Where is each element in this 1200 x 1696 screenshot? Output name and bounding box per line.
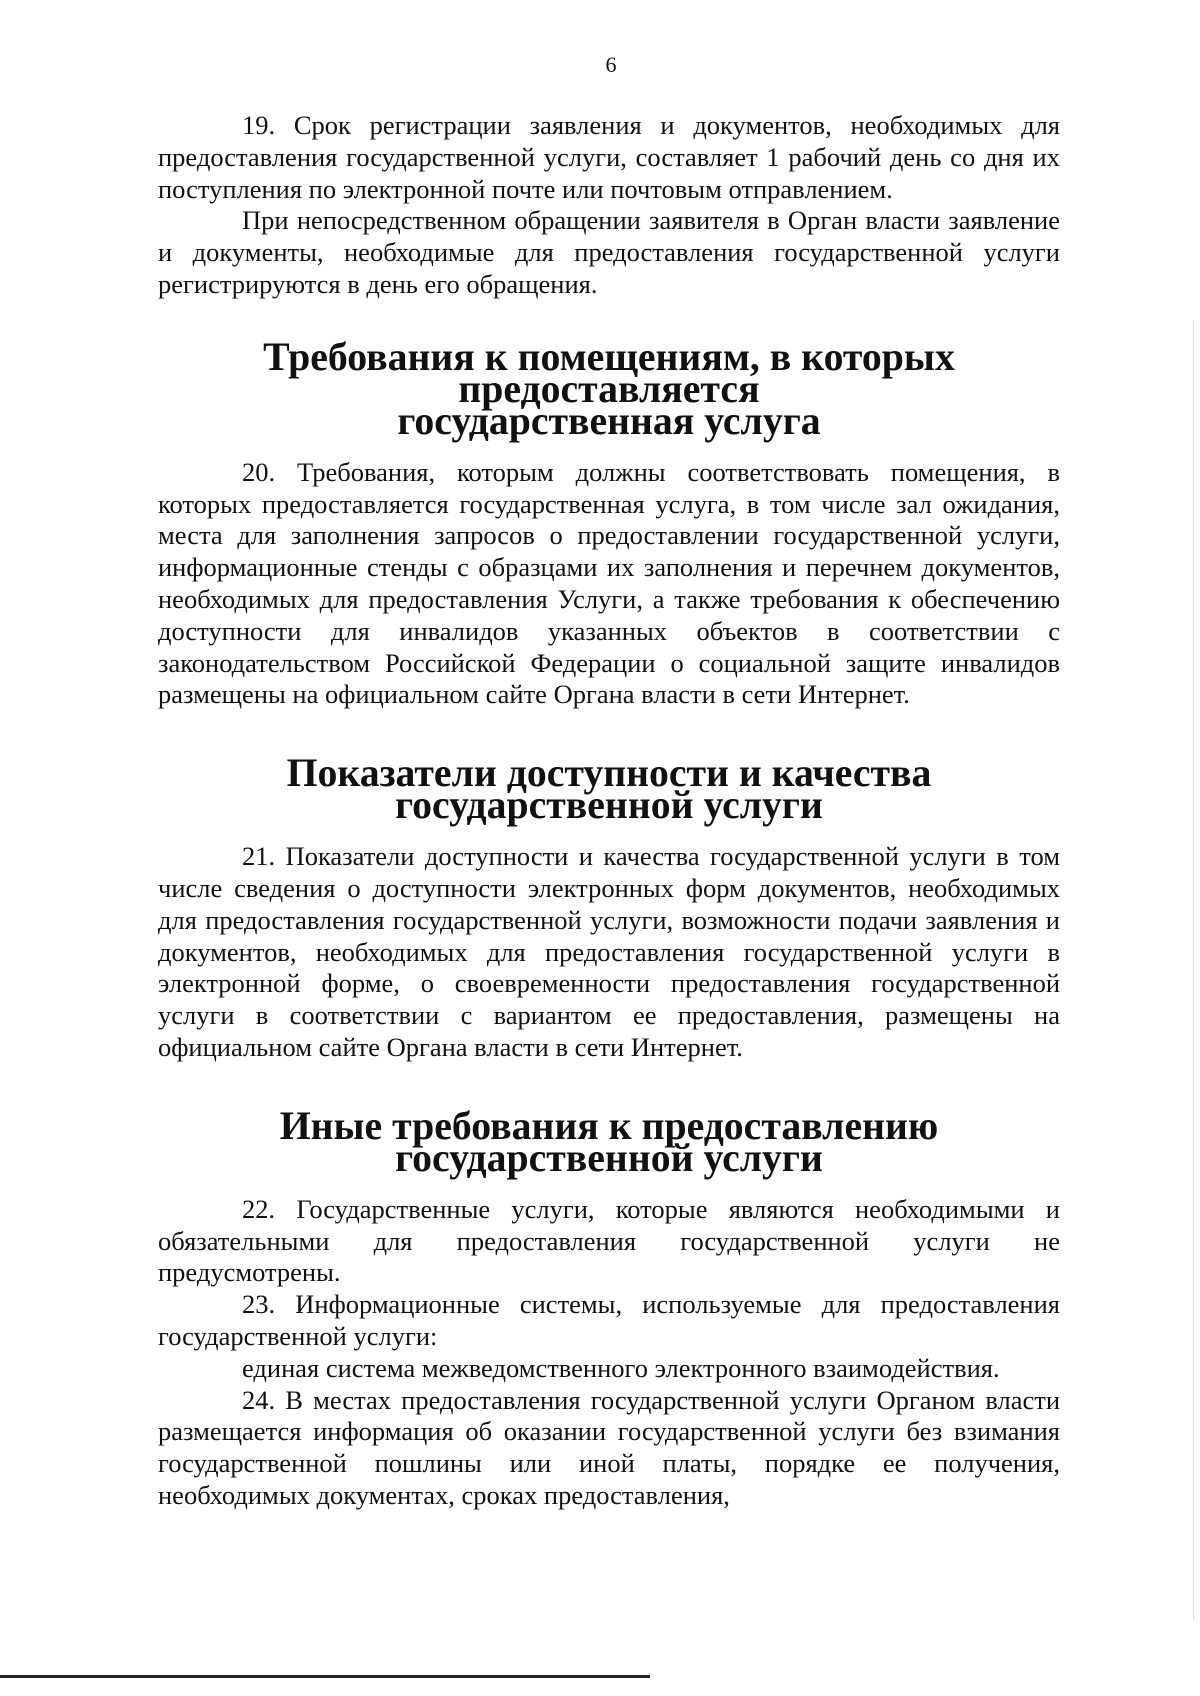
heading-line: Иные требования к предоставлению государственной услуги [279, 1103, 939, 1180]
paragraph-22: 22. Государственные услуги, которые являются необходимыми и обязательными для предоставления государственной услуги не предусмотрены. [158, 1193, 1060, 1288]
paragraph-23-item: единая система межведомственного электронного взаимодействия. [242, 1352, 1000, 1383]
paragraph-19-continued: При непосредственном обращении заявителя в Орган власти заявление и документы, необходимые для предоставления государственной услуги регистрируются в день его обращения. [158, 205, 1060, 299]
paragraph-23: 23. Информационные системы, используемые для предоставления государственной услуги: [158, 1289, 1060, 1351]
scan-edge-shadow [1193, 320, 1194, 1620]
heading-accessibility-indicators [158, 751, 1060, 828]
heading-line: Показатели доступности и качества государственной услуги [286, 751, 932, 828]
document-body [158, 110, 1060, 1512]
heading-line: Требования к помещениям, в которых предоставляется [263, 334, 955, 411]
scan-edge-shadow [0, 1675, 650, 1678]
paragraph-19: 19. Срок регистрации заявления и документов, необходимых для предоставления государственной услуги, составляет 1 рабочий день со дня их поступления по электронной почте или почтовым отправлением. [158, 110, 1060, 204]
page-number: 6 [605, 52, 617, 77]
paragraph-24: 24. В местах предоставления государственной услуги Органом власти размещается информация об оказании государственной услуги без взимания государственной пошлины или иной платы, порядке ее получения, необходимых документах, сроках предоставления, [158, 1384, 1060, 1510]
paragraph-21: 21. Показатели доступности и качества государственной услуги в том числе сведения о доступности электронных форм документов, необходимых для предоставления государственной услуги, возможности подачи заявления и документов, необходимых для предоставления государственной услуги в электронной форме, о своевременности предоставления государственной услуги в соответствии с вариантом ее предоставления, размещены на официальном сайте Органа власти в сети Интернет. [158, 841, 1060, 1062]
paragraph-20: 20. Требования, которым должны соответствовать помещения, в которых предоставляется государственная услуга, в том числе зал ожидания, места для заполнения запросов о предоставлении государственной услуги, информационные стенды с образцами их заполнения и перечнем документов, необходимых для предоставления Услуги, а также требования к обеспечению доступности для инвалидов указанных объектов в соответствии с законодательством Российской Федерации о социальной защите инвалидов размещены на официальном сайте Органа власти в сети Интернет. [158, 456, 1060, 710]
heading-premises-requirements [158, 334, 1060, 443]
heading-line: государственная услуга [397, 398, 821, 443]
heading-other-requirements [158, 1103, 1060, 1180]
